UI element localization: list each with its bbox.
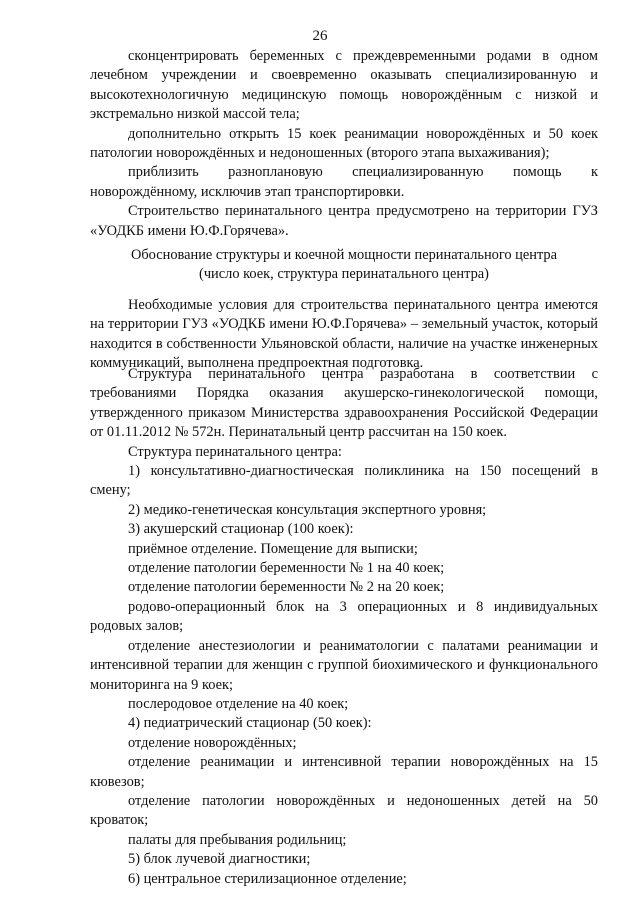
structure-item-4b: отделение реанимации и интенсивной терапии новорождённых на 15 кювезов; bbox=[90, 754, 598, 790]
section-heading bbox=[90, 246, 598, 285]
structure-item-4: 4) педиатрический стационар (50 коек): bbox=[128, 715, 372, 732]
structure-item-1: 1) консультативно-диагностическая поликлиника на 150 посещений в смену; bbox=[90, 463, 598, 499]
structure-item-3a: приёмное отделение. Помещение для выписки; bbox=[128, 540, 418, 557]
conditions-section bbox=[90, 296, 598, 374]
intro-section bbox=[90, 47, 598, 241]
structure-item-3f: послеродовое отделение на 40 коек; bbox=[128, 695, 349, 712]
structure-item-6: 6) центральное стерилизационное отделение; bbox=[128, 870, 407, 887]
structure-item-4a: отделение новорождённых; bbox=[128, 734, 297, 751]
intro-paragraph-2: дополнительно открыть 15 коек реанимации новорождённых и 50 коек патологии новорождённых и недоношенных (второго этапа выхаживания); bbox=[90, 125, 598, 162]
intro-paragraph-1: сконцентрировать беременных с преждевременными родами в одном лечебном учреждении и своевременно оказывать специализированную и высокотехнологичную медицинскую помощь новорождённым с низкой и экстремально низкой массой тела; bbox=[90, 48, 598, 123]
heading-line-1: Обоснование структуры и коечной мощности перинатального центра bbox=[130, 247, 558, 263]
structure-item-2: 2) медико-генетическая консультация экспертного уровня; bbox=[128, 501, 487, 518]
page-number: 26 bbox=[312, 28, 328, 44]
structure-item-3c: отделение патологии беременности № 2 на 20 коек; bbox=[128, 579, 445, 596]
conditions-paragraph: Необходимые условия для строительства перинатального центра имеются на территории ГУЗ «УОДКБ имени Ю.Ф.Горячева» – земельный участок, который находится в собственности Ульяновской области, наличие на участке инженерных коммуникаций, выполнена предпроектная подготовка. bbox=[90, 297, 598, 372]
intro-paragraph-4: Строительство перинатального центра предусмотрено на территории ГУЗ «УОДКБ имени Ю.Ф.Горячева». bbox=[90, 203, 598, 239]
intro-paragraph-3: приблизить разноплановую специализированную помощь к новорождённому, исключив этап транспортировки. bbox=[90, 164, 598, 200]
structure-paragraph-2: Структура перинатального центра: bbox=[128, 443, 342, 460]
structure-item-3: 3) акушерский стационар (100 коек): bbox=[128, 521, 354, 538]
structure-item-3e: отделение анестезиологии и реаниматологии с палатами реанимации и интенсивной терапии для женщин с группой биохимического и функционального мониторинга на 9 коек; bbox=[90, 637, 598, 693]
structure-item-3d: родово-операционный блок на 3 операционных и 8 индивидуальных родовых залов; bbox=[90, 598, 598, 635]
structure-item-3b: отделение патологии беременности № 1 на 40 коек; bbox=[128, 560, 445, 577]
structure-item-4c: отделение патологии новорождённых и недоношенных детей на 50 кроваток; bbox=[90, 792, 598, 829]
structure-paragraph-1: Структура перинатального центра разработана в соответствии с требованиями Порядка оказания акушерско-гинекологической помощи, утвержденного приказом Министерства здравоохранения Российской Федерации от 01.11.2012 № 572н. Перинатальный центр рассчитан на 150 коек. bbox=[90, 366, 598, 441]
structure-item-5: 5) блок лучевой диагностики; bbox=[128, 851, 311, 868]
structure-item-4d: палаты для пребывания родильниц; bbox=[128, 831, 347, 848]
structure-section bbox=[90, 365, 598, 889]
heading-line-2: (число коек, структура перинатального центра) bbox=[199, 266, 489, 283]
